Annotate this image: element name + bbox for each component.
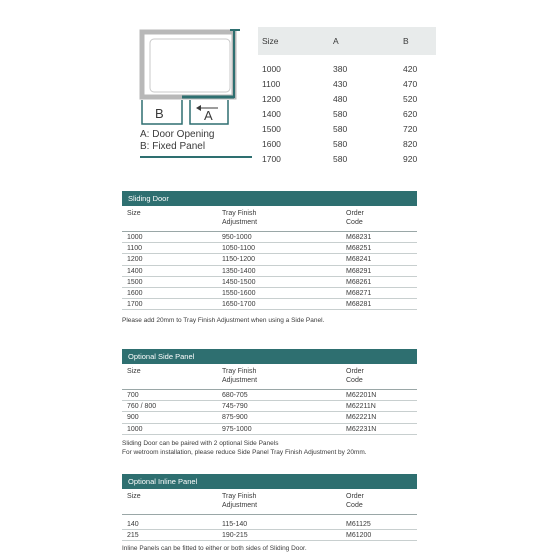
cell-adjustment: 1550-1600 <box>222 289 256 297</box>
side-panel-columns <box>122 364 417 390</box>
cell-b: 470 <box>403 78 418 89</box>
inline-panel-columns <box>122 489 417 515</box>
legend-door-opening: A: Door Opening <box>140 129 215 140</box>
col-code-header <box>346 492 417 510</box>
header-a: A <box>333 36 339 46</box>
diagram-legend <box>140 129 252 158</box>
cell-size: 900 <box>127 414 139 422</box>
table-row <box>122 519 417 530</box>
col-code-line1: Order <box>346 368 364 375</box>
cell-size: 1700 <box>262 153 281 164</box>
cell-size: 1100 <box>127 245 143 253</box>
cell-adjustment: 875-900 <box>222 414 248 422</box>
inline-panel-note: Inline Panels can be fitted to either or both sides of Sliding Door. <box>122 545 307 553</box>
side-panel-section <box>122 349 417 457</box>
side-panel-note-1: Sliding Door can be paired with 2 optional Side Panels <box>122 439 279 447</box>
cell-size: 1200 <box>262 93 281 104</box>
sliding-door-note: Please add 20mm to Tray Finish Adjustment when using a Side Panel. <box>122 317 325 325</box>
cell-code: M68271 <box>346 289 372 297</box>
table-row <box>122 277 417 288</box>
cell-a: 580 <box>333 138 348 149</box>
side-panel-note-2: For wetroom installation, please reduce Side Panel Tray Finish Adjustment by 20mm. <box>122 448 367 456</box>
cell-code: M61200 <box>346 532 372 540</box>
size-dimension-table <box>258 27 436 166</box>
cell-adjustment: 1350-1400 <box>222 267 256 275</box>
cell-code: M68261 <box>346 278 372 286</box>
cell-code: M68281 <box>346 301 372 309</box>
cell-adjustment: 950-1000 <box>222 234 252 241</box>
cell-b: 420 <box>403 63 418 74</box>
table-row <box>258 151 436 166</box>
col-adjustment-header <box>222 367 346 385</box>
col-adjustment-line1: Tray Finish <box>222 210 257 217</box>
cell-b: 620 <box>403 108 418 119</box>
cell-size: 1400 <box>262 108 281 119</box>
table-row <box>258 61 436 76</box>
cell-adjustment: 1650-1700 <box>222 301 256 309</box>
cell-code: M68241 <box>346 256 372 264</box>
inline-panel-title: Optional Inline Panel <box>122 474 417 489</box>
side-panel-title: Optional Side Panel <box>122 349 417 364</box>
cell-size: 215 <box>127 532 139 540</box>
table-row <box>258 136 436 151</box>
cell-code: M62231N <box>346 425 377 433</box>
cell-size: 1000 <box>127 234 143 241</box>
col-size-header: Size <box>127 368 141 375</box>
cell-size: 1500 <box>262 123 281 134</box>
col-size-header: Size <box>127 493 141 500</box>
cell-size: 1400 <box>127 267 143 275</box>
cell-adjustment: 190-215 <box>222 532 248 540</box>
table-row <box>258 76 436 91</box>
cell-size: 1500 <box>127 278 143 286</box>
table-row <box>122 254 417 265</box>
label-b: B <box>155 106 164 121</box>
col-adjustment-line2: Adjustment <box>222 377 258 384</box>
cell-size: 1600 <box>262 138 281 149</box>
cell-size: 1700 <box>127 301 143 309</box>
col-adjustment-header <box>222 492 346 510</box>
cell-code: M62201N <box>346 392 377 399</box>
cell-adjustment: 745-790 <box>222 403 248 411</box>
table-row <box>122 390 417 401</box>
cell-a: 580 <box>333 123 348 134</box>
col-code-line2: Code <box>346 377 363 384</box>
col-adjustment-line2: Adjustment <box>222 502 258 509</box>
table-row <box>122 424 417 435</box>
cell-b: 920 <box>403 153 418 164</box>
cell-code: M61125 <box>346 521 371 528</box>
cell-a: 380 <box>333 63 348 74</box>
sliding-door-section <box>122 191 417 325</box>
legend-fixed-panel: B: Fixed Panel <box>140 141 206 152</box>
cell-code: M62221N <box>346 414 377 422</box>
cell-size: 1000 <box>262 63 281 74</box>
sliding-door-columns <box>122 206 417 232</box>
table-row <box>122 243 417 254</box>
table-row <box>122 232 417 243</box>
col-code-header <box>346 367 417 385</box>
cell-size: 140 <box>127 521 139 528</box>
cell-size: 760 / 800 <box>127 403 157 411</box>
cell-a: 580 <box>333 108 348 119</box>
col-code-line1: Order <box>346 493 364 500</box>
col-size-header: Size <box>127 210 141 217</box>
inline-panel-section <box>122 474 417 553</box>
cell-adjustment: 975-1000 <box>222 425 252 433</box>
cell-b: 720 <box>403 123 418 134</box>
cell-b: 820 <box>403 138 418 149</box>
table-row <box>122 530 417 541</box>
cell-size: 1200 <box>127 256 143 264</box>
col-code-header <box>346 209 417 227</box>
cell-a: 580 <box>333 153 348 164</box>
col-adjustment-line2: Adjustment <box>222 219 258 226</box>
cell-code: M62211N <box>346 403 376 411</box>
cell-adjustment: 1450-1500 <box>222 278 256 286</box>
table-row <box>122 412 417 423</box>
header-b: B <box>403 36 409 46</box>
col-adjustment-line1: Tray Finish <box>222 368 257 375</box>
col-code-line2: Code <box>346 502 363 509</box>
sliding-door-title: Sliding Door <box>122 191 417 206</box>
cell-adjustment: 1150-1200 <box>222 256 255 264</box>
cell-a: 480 <box>333 93 348 104</box>
cell-b: 520 <box>403 93 418 104</box>
cell-a: 430 <box>333 78 348 89</box>
col-code-line1: Order <box>346 210 364 217</box>
cell-size: 1000 <box>127 425 143 433</box>
cell-size: 1600 <box>127 289 143 297</box>
table-row <box>258 106 436 121</box>
table-row <box>122 299 417 310</box>
cell-size: 700 <box>127 392 139 399</box>
table-row <box>122 288 417 299</box>
cell-code: M68231 <box>346 234 372 241</box>
cell-code: M68251 <box>346 245 372 253</box>
cell-adjustment: 1050-1100 <box>222 245 255 253</box>
table-row <box>122 266 417 277</box>
size-table-header <box>258 27 436 55</box>
cell-size: 1100 <box>262 78 281 89</box>
col-adjustment-header <box>222 209 346 227</box>
cell-adjustment: 680-705 <box>222 392 248 399</box>
table-row <box>258 121 436 136</box>
table-row <box>258 91 436 106</box>
cell-adjustment: 115-140 <box>222 521 248 528</box>
col-adjustment-line1: Tray Finish <box>222 493 257 500</box>
col-code-line2: Code <box>346 219 363 226</box>
label-a: A <box>204 108 213 123</box>
header-size: Size <box>262 36 279 46</box>
table-row <box>122 401 417 412</box>
cell-code: M68291 <box>346 267 372 275</box>
